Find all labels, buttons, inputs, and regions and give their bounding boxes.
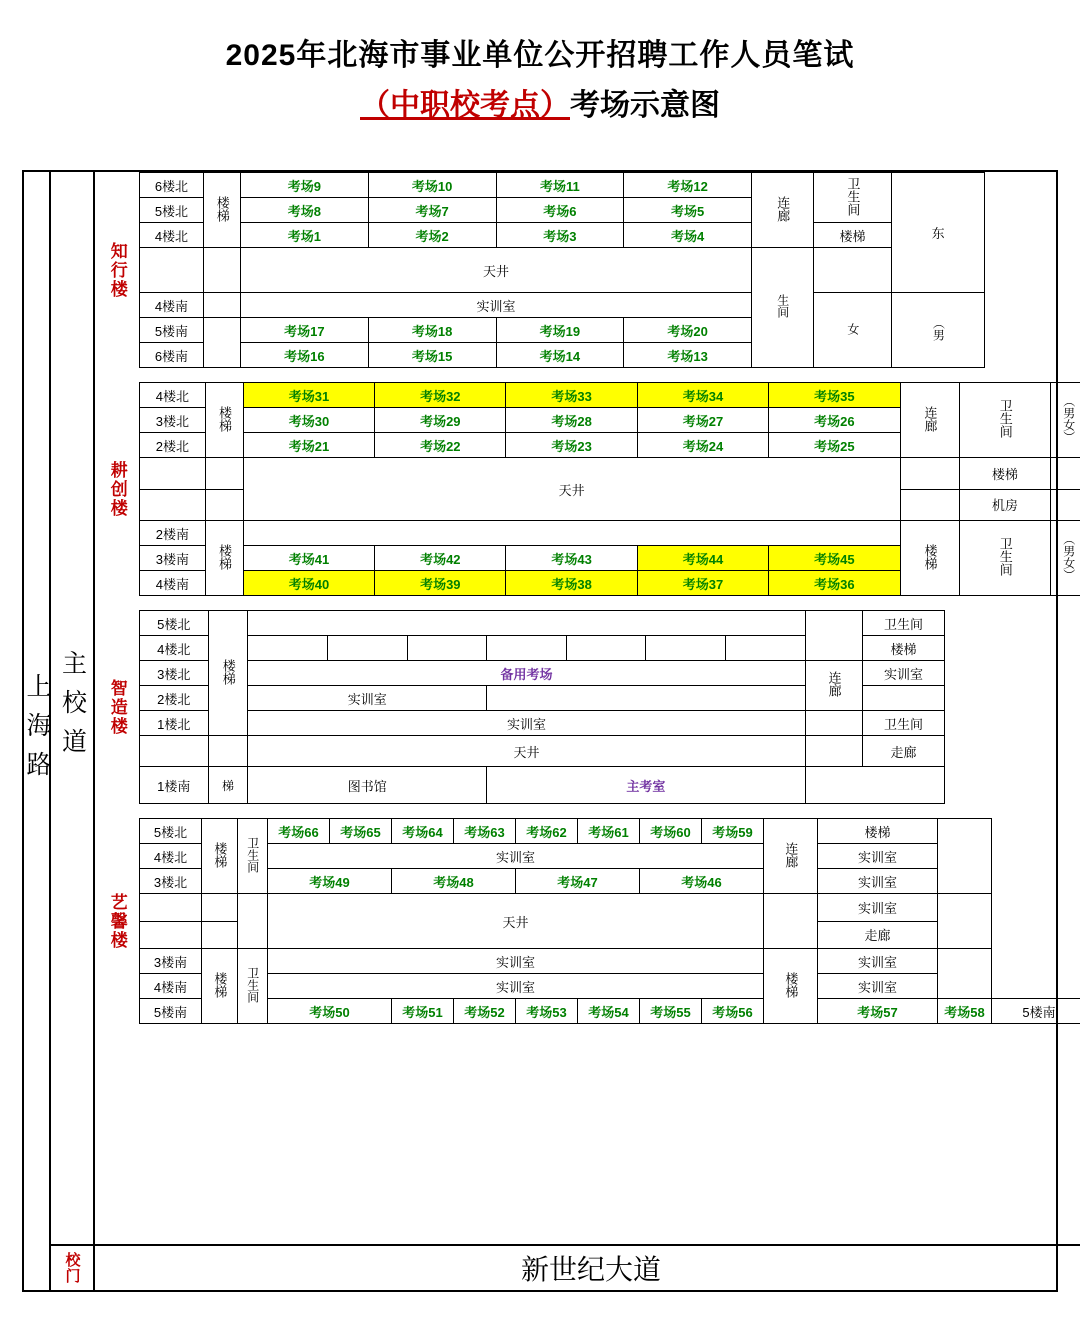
blank-cell [863,686,945,711]
floor-label: 4楼北 [140,636,209,661]
exam-room-cell[interactable]: 考场51 [392,999,454,1024]
exam-room-cell[interactable]: 考场39 [375,571,506,596]
exam-room-cell[interactable]: 考场55 [640,999,702,1024]
exam-room-cell[interactable]: 考场46 [640,869,764,894]
blank-cell [487,686,805,711]
floor-label: 6楼南 [140,343,204,368]
floor-label: 5楼南 [140,318,204,343]
exam-room-cell[interactable]: 考场20 [624,318,752,343]
building-gengchuang-label: 耕创楼 [107,461,127,518]
spacer [140,921,202,949]
building-zhixing-label: 知行楼 [107,242,127,299]
wc-note-cell: （男女） [1050,383,1080,458]
exam-room-cell[interactable]: 考场38 [506,571,637,596]
avenue-label: 新世纪大道 [521,1248,661,1288]
exam-room-cell[interactable]: 考场53 [516,999,578,1024]
stairs-cell: 楼梯 [202,949,238,1024]
exam-room-cell[interactable]: 考场29 [375,408,506,433]
machine-room-cell: 机房 [959,489,1050,521]
blank-cell [725,636,805,661]
blank-cell [248,636,328,661]
exam-room-cell[interactable]: 考场1 [240,223,368,248]
blank-cell [407,636,487,661]
exam-room-cell[interactable]: 考场61 [578,819,640,844]
floor-label: 4楼南 [140,974,202,999]
page-title-suffix: 考场示意图 [570,89,720,122]
spacer [805,711,862,736]
floor-label: 5楼北 [140,611,209,636]
floor-label: 3楼南 [140,949,202,974]
spacer [938,894,992,949]
exam-room-cell[interactable]: 考场2 [368,223,496,248]
spacer [238,894,268,949]
exam-room-cell[interactable]: 考场47 [516,869,640,894]
spacer [1050,489,1080,521]
courtyard-cell: 天井 [268,894,764,949]
spacer [202,894,238,922]
courtyard-cell: 天井 [240,248,751,293]
building-zhizao [95,610,1080,804]
exam-room-cell[interactable]: 考场16 [240,343,368,368]
building-zhizao-grid [139,610,945,804]
floor-label: 6楼北 [140,173,204,198]
blank-cell [566,636,646,661]
building-yixin [95,818,1080,1024]
training-room-cell: 实训室 [818,894,938,922]
blank-cell [248,611,805,636]
page-title-site: （中职校考点） [360,89,570,122]
exam-room-cell[interactable]: 考场10 [368,173,496,198]
main-road-column [51,172,95,1290]
exam-room-cell[interactable]: 考场9 [240,173,368,198]
spacer [900,489,959,521]
training-room-cell: 实训室 [818,844,938,869]
exam-room-cell[interactable]: 考场34 [637,383,768,408]
exam-room-cell[interactable]: 考场23 [506,433,637,458]
training-room-cell: 实训室 [818,949,938,974]
spare-exam-room-cell[interactable]: 备用考场 [248,661,805,686]
floor-label: 4楼北 [140,383,206,408]
spacer [805,767,944,804]
floor-label: 3楼北 [140,408,206,433]
spacer [764,894,818,949]
exam-room-cell[interactable]: 考场66 [268,819,330,844]
courtyard-cell: 天井 [243,458,900,521]
shanghai-road-text: 上海路 [24,673,49,790]
corridor-cell: 连廊 [764,819,818,894]
page-title-line1: 2025年北海市事业单位公开招聘工作人员笔试 [0,30,1080,74]
spacer [900,458,959,490]
wc-cell: 卫生间 [959,383,1050,458]
floor-label: 5楼南 [140,999,202,1024]
training-room-cell: 实训室 [268,844,764,869]
spacer [140,248,204,293]
wc-note-cell: 女 [813,293,891,368]
floor-label: 5楼北 [140,198,204,223]
exam-room-cell[interactable]: 考场25 [769,433,900,458]
wc-cell: 卫生间 [863,611,945,636]
exam-room-cell[interactable]: 考场6 [496,198,624,223]
spacer [208,736,248,767]
training-room-cell: 实训室 [240,293,751,318]
corridor-cell: 连廊 [805,661,862,711]
exam-room-cell[interactable]: 考场18 [368,318,496,343]
exam-room-cell[interactable]: 考场63 [454,819,516,844]
blank-cell [487,636,567,661]
stairs-cell: 楼梯 [764,949,818,1024]
spacer [140,894,202,922]
training-room-cell: 实训室 [818,869,938,894]
page-title-line2 [0,80,1080,124]
hallway-cell: 走廊 [863,736,945,767]
stairs-cell: 梯 [208,767,248,804]
exam-room-cell[interactable]: 考场13 [624,343,752,368]
exam-room-cell[interactable]: 考场30 [243,408,374,433]
exam-room-cell[interactable]: 考场40 [243,571,374,596]
block-gap [95,596,1080,610]
training-room-cell: 实训室 [818,974,938,999]
spacer [938,819,992,894]
floor-label: 3楼南 [140,546,206,571]
building-zhixing-name [95,172,139,368]
wc-male-cell: （男 [892,293,985,368]
spacer [938,949,992,999]
wc-note-cell: （男女） [1050,521,1080,596]
exam-room-cell[interactable]: 考场43 [506,546,637,571]
exam-room-cell[interactable]: 考场41 [243,546,374,571]
spacer [140,458,206,490]
exam-room-cell[interactable]: 考场49 [268,869,392,894]
wc-cell: 卫生间 [238,949,268,1024]
floor-label: 2楼北 [140,433,206,458]
training-room-cell: 实训室 [248,711,805,736]
map-frame [22,170,1058,1292]
exam-room-cell[interactable]: 考场65 [330,819,392,844]
spacer [243,521,900,546]
floor-label: 4楼北 [140,844,202,869]
exam-room-cell[interactable]: 考场19 [496,318,624,343]
stairs-cell: 楼梯 [818,819,938,844]
spacer [202,921,238,949]
stairs-cell: 楼梯 [208,611,248,736]
school-gate-label [51,1244,93,1290]
avenue-row [95,1244,1080,1290]
exam-room-cell[interactable]: 考场3 [496,223,624,248]
wc-cell: 卫生间 [959,521,1050,596]
spacer [1050,458,1080,490]
training-room-cell: 实训室 [248,686,487,711]
building-zhizao-name [95,610,139,804]
hallway-cell: 走廊 [818,921,938,949]
chief-exam-room-cell[interactable]: 主考室 [487,767,805,804]
building-blocks [95,172,1080,1244]
exam-room-cell[interactable]: 考场22 [375,433,506,458]
block-gap [95,368,1080,382]
blank-cell [327,636,407,661]
stairs-cell: 楼梯 [202,819,238,894]
building-gengchuang-name [95,382,139,596]
wc-cell: 卫生间 [863,711,945,736]
spacer [140,489,206,521]
exam-room-cell[interactable]: 考场62 [516,819,578,844]
exam-room-cell[interactable]: 考场58 [938,999,992,1024]
stairs-cell: 楼梯 [205,383,243,458]
exam-room-cell[interactable]: 考场27 [637,408,768,433]
training-room-cell: 实训室 [268,949,764,974]
spacer [203,293,240,318]
building-zhixing-grid [139,172,985,368]
training-room-cell: 实训室 [863,661,945,686]
blank-cell [646,636,726,661]
building-zhizao-label: 智造楼 [107,679,127,736]
exam-room-cell[interactable]: 考场48 [392,869,516,894]
building-gengchuang [95,382,1080,596]
east-label: 东 [892,173,985,293]
spacer [205,489,243,521]
block-gap [95,804,1080,818]
exam-site-map-page [0,30,1080,1325]
exam-room-cell[interactable]: 考场54 [578,999,640,1024]
wc-cell: 卫生间 [238,819,268,894]
exam-room-cell[interactable]: 考场50 [268,999,392,1024]
building-gengchuang-grid [139,382,1080,596]
exam-room-cell[interactable]: 考场57 [818,999,938,1024]
exam-room-cell[interactable]: 考场59 [702,819,764,844]
exam-room-cell[interactable]: 考场28 [506,408,637,433]
wc-group-cell: 生间 [752,248,814,368]
corridor-cell: 连廊 [752,173,814,248]
floor-label: 3楼北 [140,661,209,686]
exam-room-cell[interactable]: 考场33 [506,383,637,408]
building-yixin-name [95,818,139,1024]
spacer [205,458,243,490]
stairs-cell: 楼梯 [959,458,1050,490]
floor-label: 1楼南 [140,767,209,804]
exam-room-cell[interactable]: 考场36 [769,571,900,596]
exam-room-cell[interactable]: 考场44 [637,546,768,571]
exam-room-cell[interactable]: 考场4 [624,223,752,248]
corridor-cell: 连廊 [900,383,959,458]
exam-room-cell[interactable]: 考场21 [243,433,374,458]
exam-room-cell[interactable]: 考场15 [368,343,496,368]
exam-room-cell[interactable]: 考场14 [496,343,624,368]
floor-label: 4楼南 [140,571,206,596]
floor-label: 2楼北 [140,686,209,711]
main-road-text: 主校道 [60,650,85,767]
floor-label: 1楼北 [140,711,209,736]
main-road-label [51,172,93,1244]
spacer [805,611,862,661]
courtyard-cell: 天井 [248,736,805,767]
exam-room-cell[interactable]: 考场35 [769,383,900,408]
floor-label: 4楼北 [140,223,204,248]
exam-room-cell[interactable]: 考场32 [375,383,506,408]
building-zhixing [95,172,1080,368]
stairs-cell: 楼梯 [863,636,945,661]
exam-room-cell[interactable]: 考场60 [640,819,702,844]
exam-room-cell[interactable]: 考场52 [454,999,516,1024]
exam-room-cell[interactable]: 考场45 [769,546,900,571]
exam-room-cell[interactable]: 考场11 [496,173,624,198]
wc-cell: 卫生间 [813,173,891,223]
left-road-label [24,172,51,1290]
floor-label: 4楼南 [140,293,204,318]
exam-room-cell[interactable]: 考场42 [375,546,506,571]
campus-area [95,172,1080,1290]
exam-room-cell[interactable]: 考场7 [368,198,496,223]
exam-room-cell[interactable]: 考场8 [240,198,368,223]
building-yixin-label: 艺馨楼 [107,893,127,950]
school-gate-text: 校门 [65,1252,80,1284]
floor-label: 2楼南 [140,521,206,546]
building-yixin-grid [139,818,1080,1024]
exam-room-cell[interactable]: 考场24 [637,433,768,458]
exam-room-cell[interactable]: 考场17 [240,318,368,343]
exam-room-cell[interactable]: 考场64 [392,819,454,844]
exam-room-cell[interactable]: 考场5 [624,198,752,223]
stairs-cell: 楼梯 [813,223,891,248]
floor-label: 5楼南 [992,999,1080,1024]
exam-room-cell[interactable]: 考场56 [702,999,764,1024]
exam-room-cell[interactable]: 考场26 [769,408,900,433]
spacer [203,248,240,293]
floor-label: 5楼北 [140,819,202,844]
spacer [805,736,862,767]
floor-label: 3楼北 [140,869,202,894]
exam-room-cell[interactable]: 考场37 [637,571,768,596]
stairs-cell: 楼梯 [900,521,959,596]
library-cell: 图书馆 [248,767,487,804]
spacer [140,736,209,767]
stairs-cell: 楼梯 [205,521,243,596]
training-room-cell: 实训室 [268,974,764,999]
stairs-cell: 楼梯 [203,173,240,248]
spacer [203,318,240,368]
exam-room-cell[interactable]: 考场31 [243,383,374,408]
exam-room-cell[interactable]: 考场12 [624,173,752,198]
